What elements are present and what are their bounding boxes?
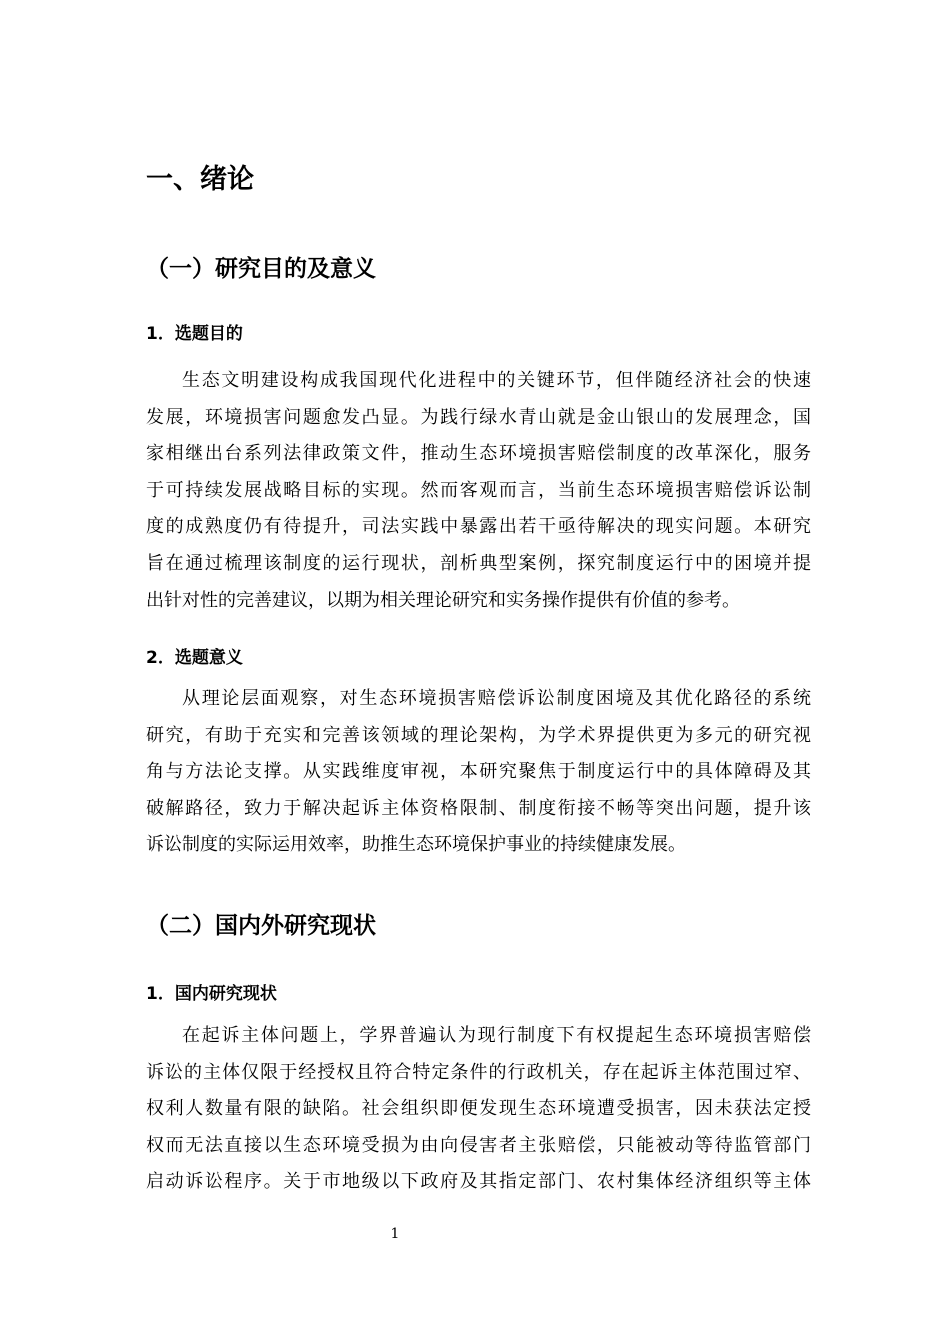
subsection-title-topic-significance: 2．选题意义 (146, 648, 243, 668)
paragraph-line: 从理论层面观察，对生态环境损害赔偿诉讼制度困境及其优化路径的系统 (182, 688, 811, 709)
section-title-research-status: （二）国内外研究现状 (146, 913, 376, 939)
chapter-title: 一、绪论 (146, 164, 254, 195)
page-number: 1 (390, 1226, 400, 1242)
paragraph-line: 角与方法论支撑。从实践维度审视，本研究聚焦于制度运行中的具体障碍及其 (146, 761, 811, 783)
paragraph-line: 诉讼的主体仅限于经授权且符合特定条件的行政机关，存在起诉主体范围过窄、 (146, 1061, 811, 1083)
paragraph-line: 权而无法直接以生态环境受损为由向侵害者主张赔偿，只能被动等待监管部门 (146, 1134, 811, 1156)
paragraph-topic-significance (146, 681, 811, 864)
paragraph-line: 破解路径，致力于解决起诉主体资格限制、制度衔接不畅等突出问题，提升该 (146, 797, 811, 819)
paragraph-line: 研究，有助于充实和完善该领域的理论架构，为学术界提供更为多元的研究视 (146, 724, 811, 746)
paragraph-line: 启动诉讼程序。关于市地级以下政府及其指定部门、农村集体经济组织等主体 (146, 1171, 811, 1193)
paragraph-line: 家相继出台系列法律政策文件，推动生态环境损害赔偿制度的改革深化，服务 (146, 443, 811, 465)
paragraph-line: 于可持续发展战略目标的实现。然而客观而言，当前生态环境损害赔偿诉讼制 (146, 479, 811, 501)
paragraph-line: 权利人数量有限的缺陷。社会组织即便发现生态环境遭受损害，因未获法定授 (146, 1098, 811, 1120)
paragraph-line: 生态文明建设构成我国现代化进程中的关键环节，但伴随经济社会的快速 (182, 370, 811, 391)
section-title-research-purpose: （一）研究目的及意义 (146, 256, 376, 282)
paragraph-line: 度的成熟度仍有待提升，司法实践中暴露出若干亟待解决的现实问题。本研究 (146, 516, 811, 538)
subsection-title-topic-purpose: 1．选题目的 (146, 324, 243, 344)
paragraph-domestic-status (146, 1018, 811, 1201)
paragraph-line: 发展，环境损害问题愈发凸显。为践行绿水青山就是金山银山的发展理念，国 (146, 406, 811, 428)
paragraph-line: 在起诉主体问题上，学界普遍认为现行制度下有权提起生态环境损害赔偿 (182, 1025, 811, 1046)
paragraph-line: 旨在通过梳理该制度的运行现状，剖析典型案例，探究制度运行中的困境并提 (146, 552, 811, 574)
paragraph-line: 出针对性的完善建议，以期为相关理论研究和实务操作提供有价值的参考。 (146, 589, 740, 611)
paragraph-line: 诉讼制度的实际运用效率，助推生态环境保护事业的持续健康发展。 (146, 834, 686, 856)
paragraph-topic-purpose (146, 363, 811, 619)
subsection-title-domestic-status: 1．国内研究现状 (146, 984, 277, 1004)
